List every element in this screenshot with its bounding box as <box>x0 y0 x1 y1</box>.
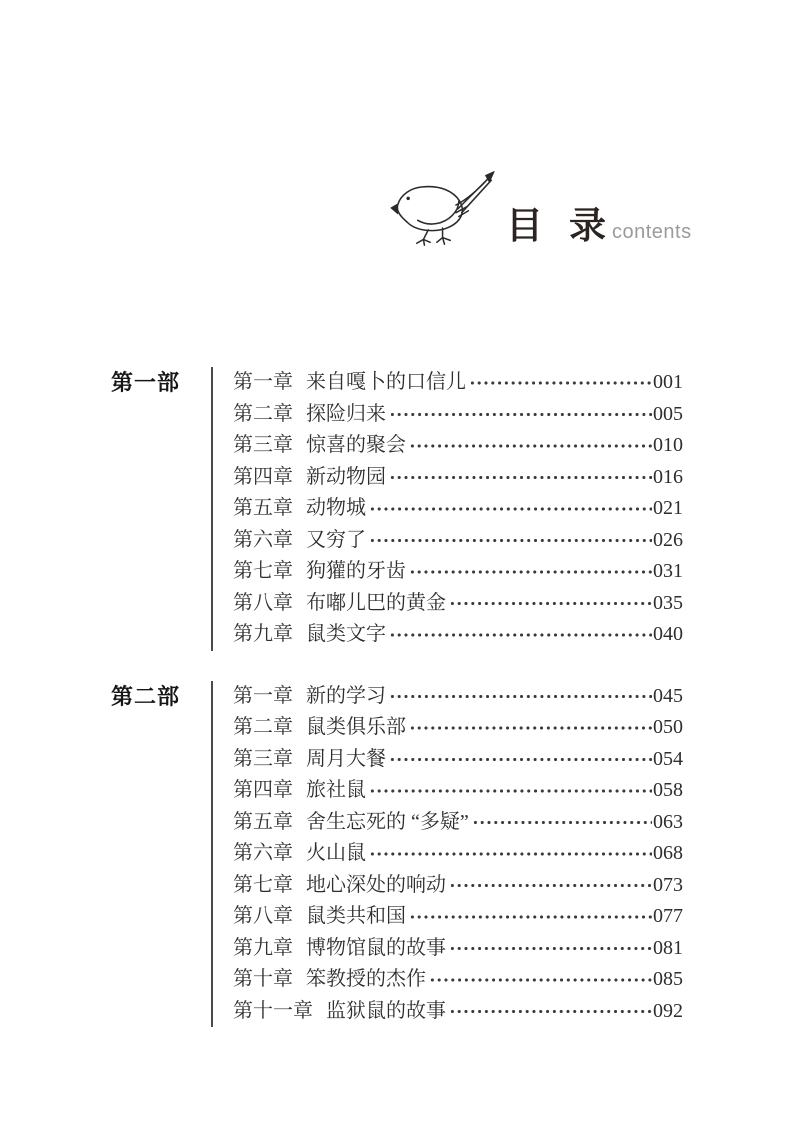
section-label: 第二部 <box>111 683 181 709</box>
toc-entry <box>233 619 683 651</box>
chapter-number: 第九章 <box>233 936 293 959</box>
chapter-title: 新的学习 <box>306 684 386 707</box>
chapter-number: 第一章 <box>233 371 293 393</box>
chapter-page-number: 016 <box>653 465 683 488</box>
chapter-number: 第九章 <box>233 623 293 645</box>
dot-leader <box>409 556 652 588</box>
chapter-title: 周月大餐 <box>306 747 386 770</box>
dot-leader <box>389 619 652 651</box>
dot-leader <box>409 712 652 744</box>
toc-entry <box>233 712 683 744</box>
toc-entry <box>233 430 683 462</box>
chapter-number: 第四章 <box>233 779 293 801</box>
title-char-mu: 目 <box>506 205 543 246</box>
page-title <box>506 207 692 249</box>
section-divider-line <box>211 681 213 1028</box>
title-char-lu: 录 <box>569 205 606 246</box>
dot-leader <box>449 933 652 965</box>
chapter-page-number: 001 <box>653 371 683 393</box>
toc-entry <box>233 996 683 1028</box>
dot-leader <box>369 525 652 557</box>
dot-leader <box>409 430 652 462</box>
chapter-number: 第三章 <box>233 434 293 456</box>
toc-entry <box>233 367 683 399</box>
dot-leader <box>369 838 652 870</box>
toc-entry <box>233 933 683 965</box>
toc-entry <box>233 556 683 588</box>
dot-leader <box>389 681 652 713</box>
chapter-page-number: 040 <box>653 623 683 645</box>
toc-entry <box>233 775 683 807</box>
chapter-number: 第五章 <box>233 810 293 833</box>
toc-entry <box>233 870 683 902</box>
chapter-page-number: 035 <box>653 591 683 614</box>
chapter-number: 第二章 <box>233 402 293 425</box>
dot-leader <box>369 775 652 807</box>
chapter-number: 第六章 <box>233 528 293 551</box>
chapter-page-number: 077 <box>653 905 683 927</box>
dot-leader <box>469 367 652 399</box>
chapter-number: 第五章 <box>233 497 293 519</box>
toc-entry <box>233 493 683 525</box>
chapter-title: 新动物园 <box>306 465 386 488</box>
chapter-list <box>233 367 683 651</box>
chapter-title: 鼠类共和国 <box>306 905 406 927</box>
chapter-number: 第二章 <box>233 716 293 738</box>
chapter-page-number: 050 <box>653 716 683 738</box>
dot-leader <box>472 807 652 839</box>
chapter-title: 笨教授的杰作 <box>306 968 426 990</box>
chapter-number: 第十章 <box>233 968 293 990</box>
toc-entry <box>233 588 683 620</box>
toc-section <box>0 681 800 1028</box>
toc-entry <box>233 525 683 557</box>
chapter-page-number: 063 <box>653 810 683 833</box>
bird-sketch-icon <box>388 163 500 249</box>
dot-leader <box>449 588 652 620</box>
dot-leader <box>389 744 652 776</box>
chapter-number: 第六章 <box>233 842 293 864</box>
chapter-title: 地心深处的响动 <box>306 873 446 896</box>
dot-leader <box>409 901 652 933</box>
chapter-title: 狗獾的牙齿 <box>306 560 406 582</box>
chapter-number: 第八章 <box>233 591 293 614</box>
dot-leader <box>449 996 652 1028</box>
toc-entry <box>233 462 683 494</box>
chapter-number: 第十一章 <box>233 999 313 1022</box>
chapter-page-number: 054 <box>653 747 683 770</box>
chapter-title: 鼠类俱乐部 <box>306 716 406 738</box>
title-english: contents <box>612 221 692 243</box>
contents-header <box>388 163 692 249</box>
toc-sections <box>0 367 800 1027</box>
chapter-number: 第三章 <box>233 747 293 770</box>
section-divider-line <box>211 367 213 651</box>
chapter-page-number: 085 <box>653 968 683 990</box>
chapter-page-number: 045 <box>653 684 683 707</box>
chapter-title: 火山鼠 <box>306 842 366 864</box>
toc-entry <box>233 901 683 933</box>
chapter-title: 动物城 <box>306 497 366 519</box>
chapter-list <box>233 681 683 1028</box>
chapter-page-number: 010 <box>653 434 683 456</box>
chapter-title: 来自嘎卜的口信儿 <box>306 371 466 393</box>
section-label: 第一部 <box>111 370 181 395</box>
chapter-page-number: 058 <box>653 779 683 801</box>
chapter-page-number: 005 <box>653 402 683 425</box>
chapter-title: 博物馆鼠的故事 <box>306 936 446 959</box>
dot-leader <box>389 462 652 494</box>
chapter-page-number: 031 <box>653 560 683 582</box>
chapter-title: 舍生忘死的 “多疑” <box>306 810 469 833</box>
chapter-number: 第七章 <box>233 560 293 582</box>
chapter-number: 第四章 <box>233 465 293 488</box>
toc-entry <box>233 838 683 870</box>
chapter-page-number: 073 <box>653 873 683 896</box>
chapter-number: 第一章 <box>233 684 293 707</box>
toc-entry <box>233 681 683 713</box>
chapter-number: 第八章 <box>233 905 293 927</box>
chapter-title: 监狱鼠的故事 <box>326 999 446 1022</box>
chapter-title: 布嘟儿巴的黄金 <box>306 591 446 614</box>
chapter-title: 又穷了 <box>306 528 366 551</box>
toc-entry <box>233 399 683 431</box>
toc-entry <box>233 964 683 996</box>
chapter-page-number: 092 <box>653 999 683 1022</box>
chapter-page-number: 021 <box>653 497 683 519</box>
dot-leader <box>389 399 652 431</box>
dot-leader <box>429 964 652 996</box>
chapter-page-number: 068 <box>653 842 683 864</box>
toc-section <box>0 367 800 651</box>
chapter-title: 探险归来 <box>306 402 386 425</box>
chapter-number: 第七章 <box>233 873 293 896</box>
dot-leader <box>369 493 652 525</box>
chapter-title: 旅社鼠 <box>306 779 366 801</box>
toc-entry <box>233 744 683 776</box>
toc-entry <box>233 807 683 839</box>
chapter-page-number: 026 <box>653 528 683 551</box>
chapter-title: 鼠类文字 <box>306 623 386 645</box>
dot-leader <box>449 870 652 902</box>
chapter-page-number: 081 <box>653 936 683 959</box>
chapter-title: 惊喜的聚会 <box>306 434 406 456</box>
